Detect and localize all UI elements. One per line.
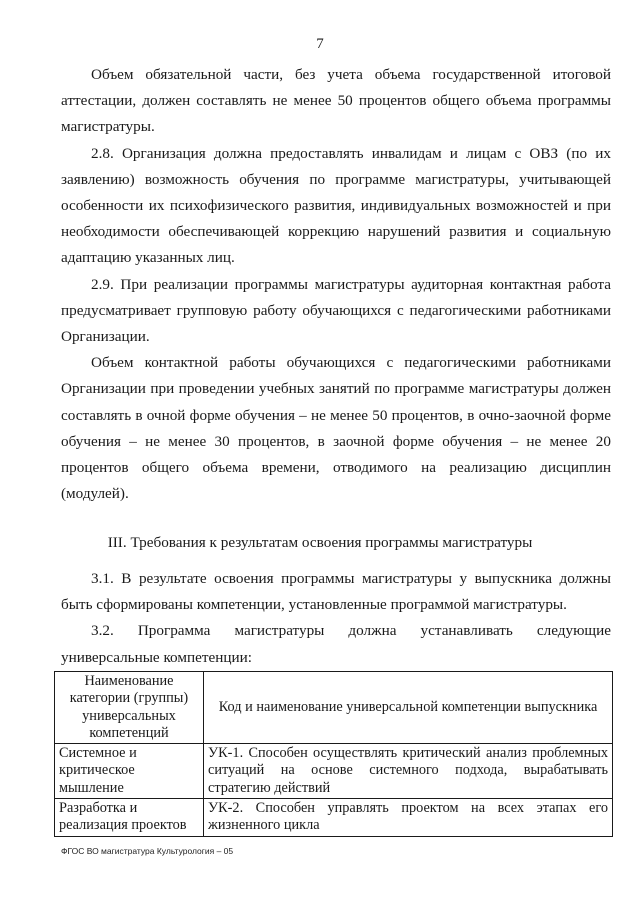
table-cell-category: Разработка и реализация проектов bbox=[55, 799, 204, 837]
paragraph: 2.8. Организация должна предоставлять инвалидам и лицам с ОВЗ (по их заявлению) возможность обучения по программе магистратуры, учитывающей особенности их психофизического развития, индивидуальных возможностей и при необходимости обеспечивающей коррекцию нарушений развития и социальную адаптацию указанных лиц. bbox=[61, 144, 611, 267]
table-cell-competence: УК-2. Способен управлять проектом на всех этапах его жизненного цикла bbox=[204, 799, 613, 837]
paragraph: 3.2. Программа магистратуры должна устанавливать следующие универсальные компетенции: bbox=[61, 622, 611, 666]
paragraph: Объем контактной работы обучающихся с педагогическими работниками Организации при проведении учебных занятий по программе магистратуры должен составлять в очной форме обучения – не менее 50 процентов, в очно-заочной форме обучения – не менее 30 процентов, в заочной форме обучения – не менее 20 процентов общего объема времени, отводимого на реализацию дисциплин (модулей). bbox=[61, 354, 611, 503]
table-header-competence: Код и наименование универсальной компетенции выпускника bbox=[204, 672, 613, 744]
table-cell-category: Системное и критическое мышление bbox=[55, 744, 204, 799]
table-header-row bbox=[55, 672, 613, 744]
competence-table bbox=[54, 671, 613, 837]
page-number: 7 bbox=[316, 36, 324, 52]
table-row bbox=[55, 744, 613, 799]
section-heading: III. Требования к результатам освоения программы магистратуры bbox=[107, 534, 533, 551]
paragraph: 3.1. В результате освоения программы магистратуры у выпускника должны быть сформированы компетенции, установленные программой магистратуры. bbox=[61, 570, 611, 614]
body-text-section-3 bbox=[61, 566, 611, 671]
body-text bbox=[61, 62, 611, 507]
paragraph: Объем обязательной части, без учета объема государственной итоговой аттестации, должен составлять не менее 50 процентов общего объема программы магистратуры. bbox=[61, 66, 611, 136]
table-row bbox=[55, 799, 613, 837]
table-header-category: Наименование категории (группы) универсальных компетенций bbox=[55, 672, 204, 744]
page-footer: ФГОС ВО магистратура Культурология – 05 bbox=[61, 846, 234, 856]
table-cell-competence: УК-1. Способен осуществлять критический анализ проблемных ситуаций на основе системного подхода, вырабатывать стратегию действий bbox=[204, 744, 613, 799]
paragraph: 2.9. При реализации программы магистратуры аудиторная контактная работа предусматривает групповую работу обучающихся с педагогическими работниками Организации. bbox=[61, 275, 611, 346]
